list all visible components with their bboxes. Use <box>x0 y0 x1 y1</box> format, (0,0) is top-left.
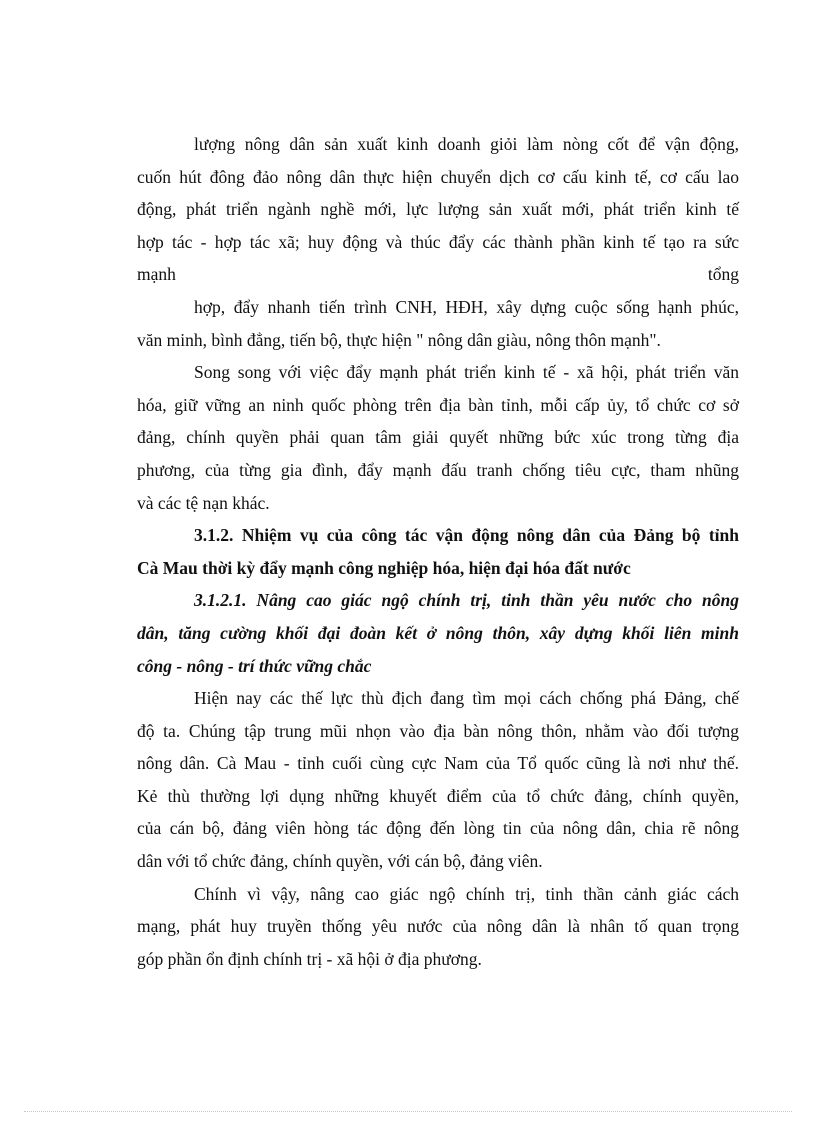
body-text-line: dân với tổ chức đảng, chính quyền, với cán bộ, đảng viên. <box>137 851 543 872</box>
document-body <box>137 128 739 975</box>
body-text-line: mạnh tổng <box>137 264 739 285</box>
body-text-line: văn minh, bình đẳng, tiến bộ, thực hiện " nông dân giàu, nông thôn mạnh". <box>137 329 661 350</box>
body-text-line: hóa, giữ vững an ninh quốc phòng trên địa bàn tỉnh, mỗi cấp ủy, tổ chức cơ sở <box>137 394 739 415</box>
body-text-line: nông dân. Cà Mau - tỉnh cuối cùng cực Nam của Tổ quốc cũng là nơi như thế. <box>137 753 739 774</box>
body-text-line: và các tệ nạn khác. <box>137 492 270 513</box>
body-text-line: hợp, đẩy nhanh tiến trình CNH, HĐH, xây dựng cuộc sống hạnh phúc, <box>194 296 739 317</box>
body-text-line: Hiện nay các thế lực thù địch đang tìm mọi cách chống phá Đảng, chế <box>194 688 739 709</box>
body-text-line: cuốn hút đông đảo nông dân thực hiện chuyển dịch cơ cấu kinh tế, cơ cấu lao <box>137 166 739 187</box>
heading-text-line: 3.1.2.1. Nâng cao giác ngộ chính trị, tinh thần yêu nước cho nông <box>194 590 739 611</box>
body-text-line: lượng nông dân sản xuất kinh doanh giỏi làm nòng cốt để vận động, <box>194 134 739 154</box>
body-text-line: phương, của từng gia đình, đẩy mạnh đấu tranh chống tiêu cực, tham nhũng <box>137 459 739 480</box>
heading-text-line: công - nông - trí thức vững chắc <box>137 655 372 676</box>
heading-text-line: Cà Mau thời kỳ đẩy mạnh công nghiệp hóa, hiện đại hóa đất nước <box>137 557 631 578</box>
body-text-line: của cán bộ, đảng viên hòng tác động đến lòng tin của nông dân, chia rẽ nông <box>137 818 739 839</box>
body-text-line: Kẻ thù thường lợi dụng những khuyết điểm của tổ chức đảng, chính quyền, <box>137 785 739 806</box>
body-text-line: hợp tác - hợp tác xã; huy động và thúc đẩy các thành phần kinh tế tạo ra sức <box>137 231 739 252</box>
body-text-line: mạng, phát huy truyền thống yêu nước của nông dân là nhân tố quan trọng <box>137 916 739 937</box>
heading-text-line: dân, tăng cường khối đại đoàn kết ở nông thôn, xây dựng khối liên minh <box>137 622 739 643</box>
body-text-line: đảng, chính quyền phải quan tâm giải quyết những bức xúc trong từng địa <box>137 427 739 448</box>
body-text-line: Chính vì vậy, nâng cao giác ngộ chính trị, tinh thần cảnh giác cách <box>194 883 739 904</box>
heading-text-line: 3.1.2. Nhiệm vụ của công tác vận động nông dân của Đảng bộ tỉnh <box>194 525 739 546</box>
body-text-line: động, phát triển ngành nghề mới, lực lượng sản xuất mới, phát triển kinh tế <box>137 199 739 220</box>
body-text-line: góp phần ổn định chính trị - xã hội ở địa phương. <box>137 948 482 969</box>
body-text-line: Song song với việc đẩy mạnh phát triển kinh tế - xã hội, phát triển văn <box>194 362 739 383</box>
body-text-line: độ ta. Chúng tập trung mũi nhọn vào địa bàn nông thôn, nhằm vào đối tượng <box>137 720 739 741</box>
page-bottom-divider <box>24 1111 792 1112</box>
